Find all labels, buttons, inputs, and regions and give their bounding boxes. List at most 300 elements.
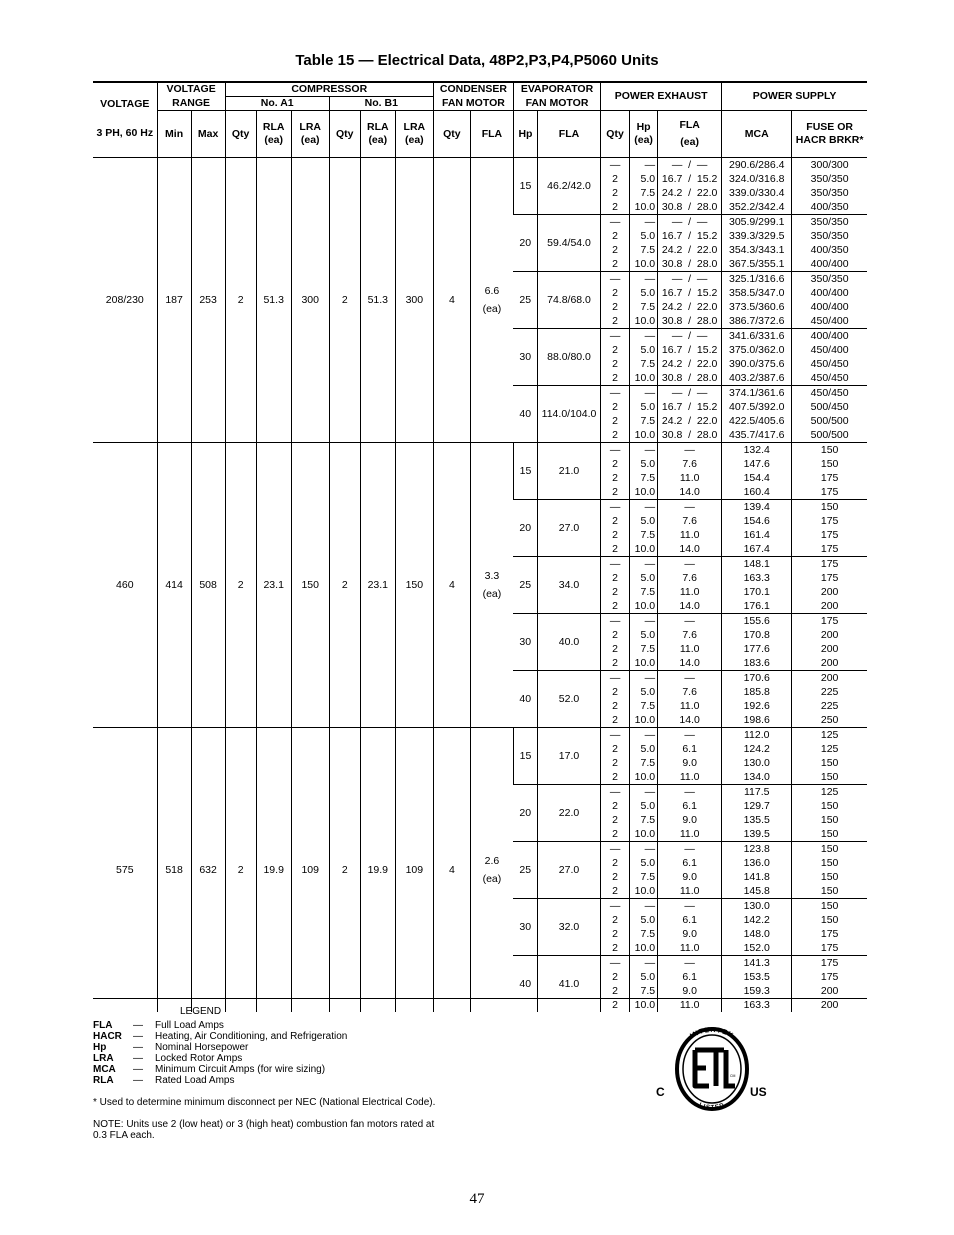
mca	[722, 614, 791, 670]
pe-hp-line: 5.0	[640, 287, 656, 299]
pe-qty-cell	[601, 899, 630, 956]
mca-line: 167.4	[743, 543, 770, 555]
pe-hp-line: 7.5	[640, 871, 656, 883]
pe-qty-line: 2	[612, 714, 618, 726]
pe-fla-line: —	[684, 957, 695, 969]
pe-hp-line: —	[644, 729, 656, 741]
pe-fla-cell	[658, 158, 722, 215]
pe-hp-line: 7.5	[640, 415, 656, 427]
evap-fla-cell: 21.0	[537, 443, 600, 500]
pe-fla-line: —	[684, 444, 695, 456]
legend-abbr: FLA	[93, 1020, 113, 1031]
fuse-cell	[792, 272, 867, 329]
fuse	[792, 158, 867, 214]
pe-qty-cell	[601, 614, 630, 671]
pe-fla-line: —	[684, 786, 695, 798]
legend-dash: —	[133, 1075, 143, 1086]
legend-item	[93, 1053, 347, 1064]
pe-hp-line: 10.0	[634, 429, 656, 441]
legend-desc: Minimum Circuit Amps (for wire sizing)	[155, 1064, 326, 1075]
pe-qty-line: 2	[612, 657, 618, 669]
pe-fla-line: 7.6	[682, 515, 697, 527]
pe-qty-line: 2	[612, 643, 618, 655]
pe-hp	[630, 671, 657, 727]
mca-line: 390.0/375.6	[728, 358, 785, 370]
evap-fla-cell: 27.0	[537, 842, 600, 899]
pe-fla	[658, 272, 721, 328]
pe-fla-cell	[658, 500, 722, 557]
pe-fla-line: 11.0	[679, 999, 700, 1011]
fuse-line: 175	[820, 572, 839, 584]
cond-fla-value: 3.3	[484, 570, 500, 582]
min-cell: 187	[157, 158, 191, 443]
mca-line: 192.6	[743, 700, 770, 712]
evap-hp-cell: 20	[513, 500, 537, 557]
a1-qty-cell: 2	[225, 728, 256, 1013]
pe-hp-line: 5.0	[640, 971, 656, 983]
pe-qty-line: 2	[612, 800, 618, 812]
pe-qty-line: —	[609, 273, 621, 285]
fuse-line: 175	[820, 928, 839, 940]
mca-cell	[722, 557, 792, 614]
pe-qty-line: 2	[612, 230, 618, 242]
logo-c-text: C	[656, 1085, 665, 1099]
pe-hp	[630, 614, 657, 670]
pe-hp-line: 10.0	[634, 828, 656, 840]
mca-line: 386.7/372.6	[728, 315, 785, 327]
pe-hp-line: —	[644, 444, 656, 456]
cond-fla-unit: (ea)	[482, 303, 502, 315]
etl-listed-logo	[646, 1016, 776, 1116]
header-a1-rla: RLA (ea)	[256, 111, 291, 158]
pe-fla-line: —	[684, 672, 695, 684]
fuse-cell	[792, 671, 867, 728]
pe-fla	[658, 614, 721, 670]
header-condenser-2: FAN MOTOR	[433, 97, 513, 111]
b1-rla-cell: 19.9	[360, 728, 395, 1013]
mca	[722, 671, 791, 727]
legend-abbr: Hp	[93, 1042, 107, 1053]
mca-line: 129.7	[743, 800, 770, 812]
b1-lra-cell: 300	[395, 158, 433, 443]
fuse-line: 150	[820, 800, 839, 812]
pe-qty-cell	[601, 329, 630, 386]
mca-cell	[722, 842, 792, 899]
cond-fla-value: 6.6	[484, 285, 500, 297]
fuse-line: 150	[820, 501, 839, 513]
pe-fla-line: 16.7 / 15.2	[661, 344, 718, 356]
b1-qty-cell: 2	[329, 728, 360, 1013]
pe-hp-cell	[630, 728, 658, 785]
mca-line: 374.1/361.6	[728, 387, 785, 399]
mca-line: 159.3	[743, 985, 770, 997]
fuse-line: 175	[820, 971, 839, 983]
fuse-line: 400/400	[810, 301, 849, 313]
mca-cell	[722, 899, 792, 956]
pe-hp-line: 7.5	[640, 700, 656, 712]
logo-cm-mark: CM	[730, 1074, 736, 1078]
pe-qty-line: 2	[612, 372, 618, 384]
pe-qty-line: —	[609, 900, 621, 912]
pe-fla	[658, 899, 721, 955]
max-cell: 508	[191, 443, 225, 728]
fuse-line: 400/400	[810, 287, 849, 299]
legend-dash: —	[133, 1020, 143, 1031]
pe-qty-line: 2	[612, 472, 618, 484]
evap-hp-cell: 15	[513, 443, 537, 500]
pe-hp	[630, 557, 657, 613]
pe-hp	[630, 956, 657, 1012]
electrical-data-table	[93, 81, 867, 1012]
pe-qty-line: —	[609, 501, 621, 513]
pe-qty-cell	[601, 215, 630, 272]
pe-fla-line: 11.0	[679, 472, 700, 484]
mca-line: 373.5/360.6	[728, 301, 785, 313]
pe-hp-line: 7.5	[640, 985, 656, 997]
fuse	[792, 785, 867, 841]
mca-line: 422.5/405.6	[728, 415, 785, 427]
pe-fla-line: 16.7 / 15.2	[661, 230, 718, 242]
pe-fla-line: 14.0	[679, 600, 700, 612]
pe-qty	[601, 899, 629, 955]
header-pe-hp: Hp (ea)	[630, 111, 658, 158]
pe-hp-line: 7.5	[640, 814, 656, 826]
legend-item	[93, 1031, 347, 1042]
pe-hp-line: 10.0	[634, 258, 656, 270]
mca-line: 153.5	[743, 971, 770, 983]
pe-qty-line: 2	[612, 515, 618, 527]
pe-hp-line: —	[644, 387, 656, 399]
fuse-line: 500/500	[810, 415, 849, 427]
cond-fla-cell	[470, 443, 513, 728]
voltage-cell: 208/230	[93, 158, 157, 443]
pe-fla-cell	[658, 386, 722, 443]
mca	[722, 158, 791, 214]
pe-fla-line: 6.1	[682, 971, 697, 983]
mca-line: 139.4	[743, 501, 770, 513]
mca-line: 339.0/330.4	[728, 187, 785, 199]
pe-hp-line: 7.5	[640, 928, 656, 940]
header-b1-lra: LRA (ea)	[395, 111, 433, 158]
pe-qty-cell	[601, 272, 630, 329]
pe-qty-line: 2	[612, 971, 618, 983]
pe-fla-line: —	[684, 843, 695, 855]
header-cond-fla: FLA	[470, 111, 513, 158]
pe-fla-cell	[658, 956, 722, 1013]
mca-cell	[722, 443, 792, 500]
pe-hp	[630, 785, 657, 841]
fuse-line: 150	[820, 757, 839, 769]
cond-fla-cell	[470, 158, 513, 443]
pe-qty-line: 2	[612, 258, 618, 270]
mca	[722, 899, 791, 955]
pe-fla-cell	[658, 329, 722, 386]
mca-line: 325.1/316.6	[728, 273, 785, 285]
fuse-cell	[792, 728, 867, 785]
evap-fla-cell: 52.0	[537, 671, 600, 728]
pe-qty-cell	[601, 386, 630, 443]
pe-qty-line: 2	[612, 999, 618, 1011]
pe-hp-line: 10.0	[634, 714, 656, 726]
pe-fla-line: 9.0	[682, 928, 697, 940]
fuse-line: 350/350	[810, 273, 849, 285]
fuse-line: 450/450	[810, 358, 849, 370]
evap-fla-cell: 46.2/42.0	[537, 158, 600, 215]
header-evap-fla: FLA	[537, 111, 600, 158]
fuse-line: 150	[820, 444, 839, 456]
fuse-line: 200	[820, 999, 839, 1011]
table-title: Table 15 — Electrical Data, 48P2,P3,P4,P5060 Units	[295, 52, 659, 69]
pe-qty-cell	[601, 671, 630, 728]
pe-hp-cell	[630, 671, 658, 728]
fuse-line: 450/400	[810, 315, 849, 327]
fuse-line: 250	[820, 714, 839, 726]
pe-hp-line: 10.0	[634, 543, 656, 555]
legend-desc: Full Load Amps	[155, 1020, 224, 1031]
fuse-line: 175	[820, 515, 839, 527]
pe-qty-line: —	[609, 786, 621, 798]
mca-line: 185.8	[743, 686, 770, 698]
pe-qty	[601, 785, 629, 841]
pe-fla-line: — / —	[671, 216, 708, 228]
evap-hp-cell: 20	[513, 785, 537, 842]
pe-hp-cell	[630, 785, 658, 842]
pe-fla-line: —	[684, 900, 695, 912]
header-power-exhaust: POWER EXHAUST	[601, 82, 722, 111]
legend-item	[93, 1064, 347, 1075]
pe-hp-line: 5.0	[640, 572, 656, 584]
pe-qty-line: 2	[612, 586, 618, 598]
pe-fla-cell	[658, 785, 722, 842]
fuse-line: 200	[820, 629, 839, 641]
pe-fla	[658, 386, 721, 442]
pe-qty-line: —	[609, 729, 621, 741]
evap-fla-cell: 17.0	[537, 728, 600, 785]
pe-hp-line: 7.5	[640, 358, 656, 370]
pe-qty-line: 2	[612, 529, 618, 541]
pe-hp-line: —	[644, 615, 656, 627]
mca-cell	[722, 329, 792, 386]
pe-fla-line: 30.8 / 28.0	[661, 258, 718, 270]
pe-qty-cell	[601, 728, 630, 785]
header-no-b1: No. B1	[329, 97, 433, 111]
pe-hp-line: 5.0	[640, 344, 656, 356]
pe-fla-line: 11.0	[679, 529, 700, 541]
pe-fla-line: — / —	[671, 159, 708, 171]
pe-qty-line: 2	[612, 914, 618, 926]
mca-line: 148.1	[743, 558, 770, 570]
pe-qty-line: 2	[612, 401, 618, 413]
pe-hp-line: 10.0	[634, 885, 656, 897]
pe-fla-cell	[658, 614, 722, 671]
pe-qty-line: —	[609, 330, 621, 342]
pe-hp-line: 7.5	[640, 643, 656, 655]
pe-hp	[630, 158, 657, 214]
pe-qty-line: 2	[612, 629, 618, 641]
pe-hp-line: 5.0	[640, 914, 656, 926]
logo-us-text: US	[750, 1085, 767, 1099]
header-evap-hp: Hp	[513, 111, 537, 158]
mca-cell	[722, 614, 792, 671]
mca-line: 160.4	[743, 486, 770, 498]
pe-hp-cell	[630, 272, 658, 329]
max-cell: 632	[191, 728, 225, 1013]
pe-qty-line: —	[609, 444, 621, 456]
pe-fla-cell	[658, 899, 722, 956]
pe-hp-line: 7.5	[640, 244, 656, 256]
table-body	[93, 158, 867, 1013]
header-evaporator-2: FAN MOTOR	[513, 97, 600, 111]
pe-hp-line: —	[644, 558, 656, 570]
fuse-line: 175	[820, 472, 839, 484]
fuse-cell	[792, 614, 867, 671]
pe-fla-line: 6.1	[682, 800, 697, 812]
pe-hp-cell	[630, 158, 658, 215]
mca	[722, 557, 791, 613]
mca-line: 435.7/417.6	[728, 429, 785, 441]
pe-fla	[658, 728, 721, 784]
pe-hp	[630, 842, 657, 898]
pe-fla-line: 14.0	[679, 543, 700, 555]
pe-qty-line: 2	[612, 757, 618, 769]
fuse-cell	[792, 956, 867, 1013]
mca	[722, 842, 791, 898]
mca-line: 407.5/392.0	[728, 401, 785, 413]
fuse-line: 200	[820, 985, 839, 997]
header-compressor: COMPRESSOR	[225, 82, 433, 97]
mca-line: 163.3	[743, 999, 770, 1011]
cond-fla-cell	[470, 728, 513, 1013]
pe-qty-line: 2	[612, 415, 618, 427]
pe-qty-line: 2	[612, 344, 618, 356]
fuse-line: 175	[820, 942, 839, 954]
pe-hp-cell	[630, 443, 658, 500]
cond-qty-cell: 4	[433, 443, 470, 728]
pe-hp-line: 5.0	[640, 857, 656, 869]
mca-line: 375.0/362.0	[728, 344, 785, 356]
mca-line: 147.6	[743, 458, 770, 470]
pe-qty-line: 2	[612, 429, 618, 441]
pe-fla-cell	[658, 671, 722, 728]
pe-qty-line: —	[609, 558, 621, 570]
evap-hp-cell: 25	[513, 272, 537, 329]
legend-abbr: MCA	[93, 1064, 116, 1075]
pe-hp-line: 10.0	[634, 771, 656, 783]
pe-fla	[658, 215, 721, 271]
pe-hp-line: —	[644, 672, 656, 684]
pe-fla-line: 30.8 / 28.0	[661, 372, 718, 384]
pe-qty-line: 2	[612, 458, 618, 470]
pe-fla	[658, 671, 721, 727]
pe-fla-line: — / —	[671, 387, 708, 399]
fuse-line: 200	[820, 672, 839, 684]
pe-fla-line: 11.0	[679, 828, 700, 840]
pe-qty-line: 2	[612, 828, 618, 840]
b1-rla-cell: 23.1	[360, 443, 395, 728]
pe-qty	[601, 386, 629, 442]
fuse-line: 400/350	[810, 201, 849, 213]
mca-line: 161.4	[743, 529, 770, 541]
fuse-line: 175	[820, 615, 839, 627]
max-cell: 253	[191, 158, 225, 443]
note-line-1: NOTE: Units use 2 (low heat) or 3 (high heat) combustion fan motors rated at	[93, 1119, 435, 1130]
fuse	[792, 557, 867, 613]
pe-fla-cell	[658, 272, 722, 329]
mca	[722, 728, 791, 784]
mca	[722, 215, 791, 271]
pe-qty-cell	[601, 500, 630, 557]
legend-abbr: LRA	[93, 1053, 114, 1064]
pe-hp	[630, 272, 657, 328]
fuse	[792, 899, 867, 955]
pe-fla-line: 24.2 / 22.0	[661, 187, 718, 199]
pe-fla-line: 6.1	[682, 857, 697, 869]
legend-item	[93, 1020, 347, 1031]
header-fuse: FUSE OR HACR BRKR*	[792, 111, 867, 158]
pe-qty-cell	[601, 956, 630, 1013]
table-row	[93, 158, 867, 215]
mca-cell	[722, 215, 792, 272]
pe-hp-line: 5.0	[640, 800, 656, 812]
pe-qty-line: 2	[612, 700, 618, 712]
evap-hp-cell: 40	[513, 671, 537, 728]
b1-lra-cell: 150	[395, 443, 433, 728]
fuse-line: 150	[820, 900, 839, 912]
pe-hp-line: 7.5	[640, 757, 656, 769]
fuse-line: 225	[820, 686, 839, 698]
pe-hp-line: 5.0	[640, 629, 656, 641]
mca-line: 352.2/342.4	[728, 201, 785, 213]
pe-fla-line: —	[684, 615, 695, 627]
mca-cell	[722, 785, 792, 842]
mca-line: 183.6	[743, 657, 770, 669]
header-min: Min	[157, 111, 191, 158]
pe-hp-line: 10.0	[634, 999, 656, 1011]
pe-fla-line: 9.0	[682, 985, 697, 997]
fuse-line: 350/350	[810, 187, 849, 199]
evap-hp-cell: 30	[513, 614, 537, 671]
pe-qty-cell	[601, 158, 630, 215]
mca-line: 130.0	[743, 757, 770, 769]
mca-line: 124.2	[743, 743, 770, 755]
b1-qty-cell: 2	[329, 158, 360, 443]
pe-hp-cell	[630, 386, 658, 443]
pe-fla-line: 30.8 / 28.0	[661, 201, 718, 213]
pe-hp-line: —	[644, 843, 656, 855]
pe-fla-line: 6.1	[682, 743, 697, 755]
mca-cell	[722, 500, 792, 557]
legend-desc: Nominal Horsepower	[155, 1042, 249, 1053]
fuse-cell	[792, 899, 867, 956]
pe-hp-line: 7.5	[640, 529, 656, 541]
pe-fla-line: —	[684, 558, 695, 570]
mca-line: 112.0	[743, 729, 770, 741]
header-cond-qty: Qty	[433, 111, 470, 158]
pe-qty-line: —	[609, 957, 621, 969]
pe-fla-cell	[658, 215, 722, 272]
fuse-line: 150	[820, 843, 839, 855]
mca-line: 123.8	[743, 843, 770, 855]
pe-fla-line: 9.0	[682, 757, 697, 769]
fuse-cell	[792, 215, 867, 272]
fuse-line: 150	[820, 885, 839, 897]
pe-hp-line: —	[644, 216, 656, 228]
pe-hp-cell	[630, 842, 658, 899]
mca-line: 142.2	[743, 914, 770, 926]
mca-line: 403.2/387.6	[728, 372, 785, 384]
pe-hp-line: 10.0	[634, 486, 656, 498]
fuse-cell	[792, 158, 867, 215]
